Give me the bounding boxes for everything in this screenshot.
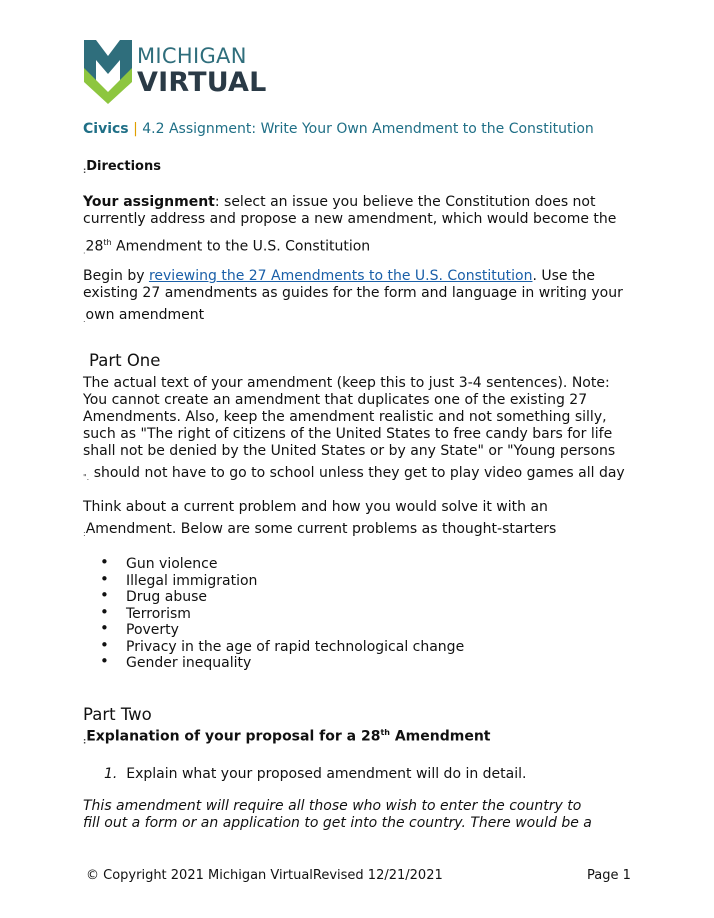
course-title xyxy=(83,121,594,137)
problems-list xyxy=(100,553,465,672)
paragraph-mark-icon: ". xyxy=(83,473,90,482)
question-number: 1. xyxy=(104,766,118,782)
logo-text-bottom: VIRTUAL xyxy=(137,67,267,98)
think-paragraph xyxy=(83,499,643,542)
list-item xyxy=(100,635,465,656)
title-separator: | xyxy=(133,121,138,137)
list-item xyxy=(100,553,464,573)
explain-post-text: Amendment xyxy=(389,728,491,745)
michigan-virtual-logo xyxy=(82,38,267,108)
directions-heading xyxy=(83,159,161,175)
think-line1: Think about a current problem and how you would solve it with an xyxy=(83,499,548,515)
part-one-line: The actual text of your amendment (keep this to just 3-4 sentences). Note: xyxy=(83,375,610,391)
amendment-number: 28 xyxy=(85,238,104,255)
part-one-line: shall not be denied by the United States or by any State" or "Young persons xyxy=(83,443,616,459)
bullet-icon: • xyxy=(100,619,109,637)
course-name: Civics xyxy=(83,121,129,137)
part-one-heading: Part One xyxy=(89,351,161,370)
paragraph-mark-icon: : xyxy=(83,529,86,538)
answer-text[interactable] xyxy=(83,798,643,832)
paragraph-mark-icon: : xyxy=(83,736,87,746)
begin-line3: own amendment xyxy=(85,307,205,323)
answer-line: fill out a form or an application to get into the country. There would be a xyxy=(83,815,592,831)
list-item-text: Poverty xyxy=(126,622,179,638)
list-item-text: Terrorism xyxy=(126,605,191,622)
paragraph-mark-icon: . xyxy=(83,315,86,324)
list-item xyxy=(100,586,464,606)
directions-label: Directions xyxy=(86,159,161,174)
explanation-heading xyxy=(83,728,491,746)
assignment-title: 4.2 Assignment: Write Your Own Amendment to the Constitution xyxy=(142,121,594,137)
paragraph-mark-icon: . xyxy=(83,246,86,256)
page-number: Page 1 xyxy=(587,868,631,883)
paragraph-mark-icon: : xyxy=(83,166,87,175)
part-one-line: You cannot create an amendment that duplicates one of the existing 27 xyxy=(83,392,588,408)
part-one-line: such as "The right of citizens of the United States to free candy bars for life xyxy=(83,426,613,442)
assignment-bold-label: Your assignment xyxy=(83,194,215,210)
ordinal-suffix: th xyxy=(103,238,112,247)
begin-text: Begin by xyxy=(83,268,149,284)
begin-post-text: . Use the xyxy=(532,268,595,284)
begin-line2: existing 27 amendments as guides for the form and language in writing your xyxy=(83,285,623,301)
logo-text-top: MICHIGAN xyxy=(137,44,247,68)
bullet-icon: • xyxy=(100,635,109,654)
list-item-text: Illegal immigration xyxy=(126,572,258,589)
part-one-line: Amendments. Also, keep the amendment realistic and not something silly, xyxy=(83,409,607,425)
part-two-heading: Part Two xyxy=(83,705,152,724)
list-item-text: Drug abuse xyxy=(126,589,207,605)
logo-mark-icon xyxy=(82,38,134,106)
question-text: Explain what your proposed amendment will do in detail. xyxy=(126,766,527,782)
answer-line: This amendment will require all those who wish to enter the country to xyxy=(83,798,582,814)
part-one-paragraph xyxy=(83,375,643,486)
footer-copyright: © Copyright 2021 Michigan VirtualRevised 12/21/2021 xyxy=(86,868,443,883)
bullet-icon: • xyxy=(100,586,109,604)
bullet-icon: • xyxy=(100,553,109,571)
list-item xyxy=(100,652,464,672)
list-item-text: Gender inequality xyxy=(126,655,252,671)
assignment-line2: currently address and propose a new amendment, which would become the xyxy=(83,211,617,227)
list-item xyxy=(100,619,464,639)
explain-text: Explanation of your proposal for a 28 xyxy=(86,728,381,745)
assignment-line1: : select an issue you believe the Constitution does not xyxy=(214,194,596,210)
question-1 xyxy=(104,766,526,782)
assignment-paragraph xyxy=(83,194,643,260)
begin-paragraph xyxy=(83,268,643,328)
list-item-text: Privacy in the age of rapid technological change xyxy=(126,638,465,655)
part-one-last-line: should not have to go to school unless they get to play video games all day xyxy=(93,465,625,481)
list-item xyxy=(100,602,464,623)
assignment-line3: Amendment to the U.S. Constitution xyxy=(111,238,371,255)
think-line2: Amendment. Below are some current problems as thought-starters xyxy=(85,521,557,537)
list-item xyxy=(100,569,464,590)
bullet-icon: • xyxy=(100,569,109,588)
bullet-icon: • xyxy=(100,602,109,621)
amendments-link[interactable]: reviewing the 27 Amendments to the U.S. Constitution xyxy=(148,268,533,284)
list-item-text: Gun violence xyxy=(126,556,218,572)
bullet-icon: • xyxy=(100,652,109,670)
ordinal-suffix: th xyxy=(380,728,390,737)
